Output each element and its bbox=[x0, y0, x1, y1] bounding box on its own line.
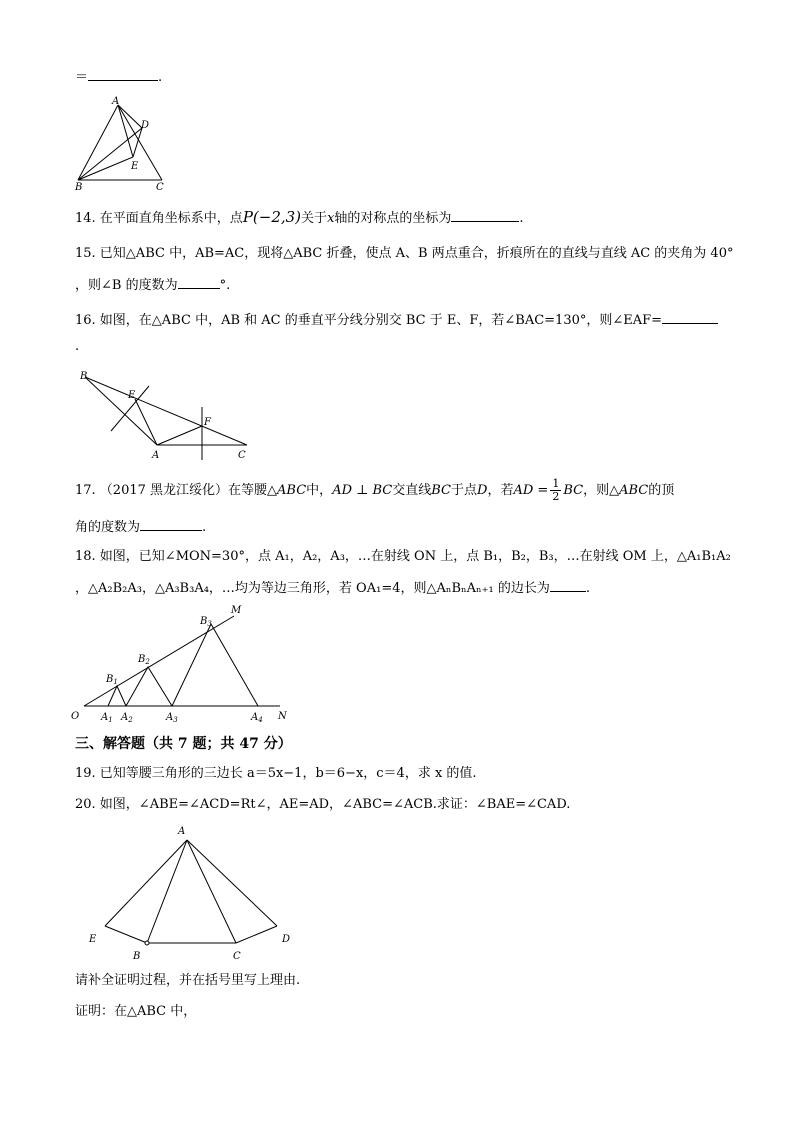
figure-q16 bbox=[75, 365, 265, 465]
question-18-line-1: 18. 如图，已知∠MON=30°，点 A₁，A₂，A₃，…在射线 ON 上，点 B₁，B₂，B₃，…在射线 OM 上，△A₁B₁A₂ bbox=[75, 549, 731, 564]
ray-om bbox=[84, 616, 234, 706]
label-c: C bbox=[238, 450, 246, 461]
label-e: E bbox=[128, 390, 136, 401]
answer-blank[interactable] bbox=[140, 517, 202, 531]
triangle-3 bbox=[172, 624, 258, 706]
question-20: 20. 如图，∠ABE=∠ACD=Rt∠，AE=AD，∠ABC=∠ACB.求证：∠BAE=∠CAD. bbox=[75, 797, 571, 812]
answer-blank[interactable] bbox=[88, 67, 158, 81]
label-a: A bbox=[152, 450, 160, 461]
segment-ab bbox=[85, 377, 157, 445]
label-b: B bbox=[80, 371, 88, 382]
triangle-1 bbox=[108, 686, 126, 706]
question-14: 14. 在平面直角坐标系中，点P(−2,3)关于x轴的对称点的坐标为 . bbox=[75, 208, 524, 226]
label-b2: $B_2$ bbox=[138, 654, 150, 666]
label-a4: $A_4$ bbox=[251, 712, 263, 724]
label-o: O bbox=[71, 711, 80, 722]
label-a: A bbox=[178, 826, 186, 837]
segment-eb bbox=[105, 926, 147, 943]
question-19: 19. 已知等腰三角形的三边长 a＝5x−1，b＝6−x，c＝4，求 x 的值. bbox=[75, 766, 477, 781]
label-a3: $A_3$ bbox=[166, 712, 178, 724]
answer-blank[interactable] bbox=[550, 578, 586, 592]
segment-cd bbox=[236, 926, 277, 943]
point-b-marker bbox=[145, 941, 149, 945]
question-16-line-1: 16. 如图，在△ABC 中，AB 和 AC 的垂直平分线分别交 BC 于 E、F，若∠BAC=130°，则∠EAF= bbox=[75, 310, 718, 330]
proof-start: 证明：在△ABC 中， bbox=[75, 1004, 197, 1019]
segment-bc bbox=[85, 377, 247, 445]
fill-note: 请补全证明过程，并在括号里写上理由. bbox=[75, 973, 301, 988]
question-15-line-2: ，则∠B 的度数为 °. bbox=[75, 275, 230, 295]
question-18-line-2: ，△A₂B₂A₃，△A₃B₃A₄，…均为等边三角形，若 OA₁=4，则△AₙBₙAₙ₊₁ 的边长为 . bbox=[75, 578, 590, 598]
question-17-line-1: 17. （2017 黑龙江绥化）在等腰△ABC中，AD ⊥ BC交直线BC于点D，若AD = $\frac{1}{2}$ BC，则△ABC的顶 bbox=[75, 477, 675, 503]
label-c: C bbox=[233, 951, 241, 962]
figure-q13 bbox=[70, 95, 180, 195]
segment-be bbox=[78, 157, 133, 180]
label-e: E bbox=[131, 161, 139, 172]
triangle-2 bbox=[126, 667, 172, 706]
label-b: B bbox=[133, 951, 141, 962]
segment-ae bbox=[105, 840, 187, 926]
label-d: D bbox=[282, 934, 291, 945]
segment-ad bbox=[187, 840, 277, 926]
question-15-line-1: 15. 已知△ABC 中，AB=AC，现将△ABC 折叠，使点 A、B 两点重合，折痕所在的直线与直线 AC 的夹角为 40° bbox=[75, 246, 734, 261]
segment-ab bbox=[78, 105, 118, 180]
label-a: A bbox=[112, 96, 120, 107]
label-a2: $A_2$ bbox=[121, 712, 133, 724]
label-d: D bbox=[141, 120, 150, 131]
segment-af bbox=[157, 426, 202, 445]
figure-q18 bbox=[68, 600, 298, 725]
figure-q20 bbox=[85, 820, 305, 965]
label-m: M bbox=[231, 605, 242, 616]
label-n: N bbox=[278, 711, 287, 722]
section-heading-3: 三、解答题（共 7 题；共 47 分） bbox=[75, 736, 292, 752]
label-f: F bbox=[204, 417, 211, 428]
question-17-line-2: 角的度数为 . bbox=[75, 517, 206, 537]
answer-blank[interactable] bbox=[451, 208, 519, 222]
label-c: C bbox=[156, 182, 164, 193]
label-b: B bbox=[75, 182, 83, 193]
label-b1: $B_1$ bbox=[106, 674, 118, 686]
answer-blank[interactable] bbox=[662, 310, 718, 324]
answer-blank[interactable] bbox=[178, 275, 220, 289]
segment-ab bbox=[147, 840, 187, 943]
label-b3: $B_3$ bbox=[200, 616, 212, 628]
label-e: E bbox=[89, 934, 97, 945]
question-16-line-2: . bbox=[75, 339, 80, 354]
q13-answer-line: ＝ . bbox=[75, 67, 162, 87]
segment-ac bbox=[187, 840, 236, 943]
label-a1: $A_1$ bbox=[101, 712, 113, 724]
fraction-half: $\frac{1}{2}$ bbox=[552, 477, 560, 503]
